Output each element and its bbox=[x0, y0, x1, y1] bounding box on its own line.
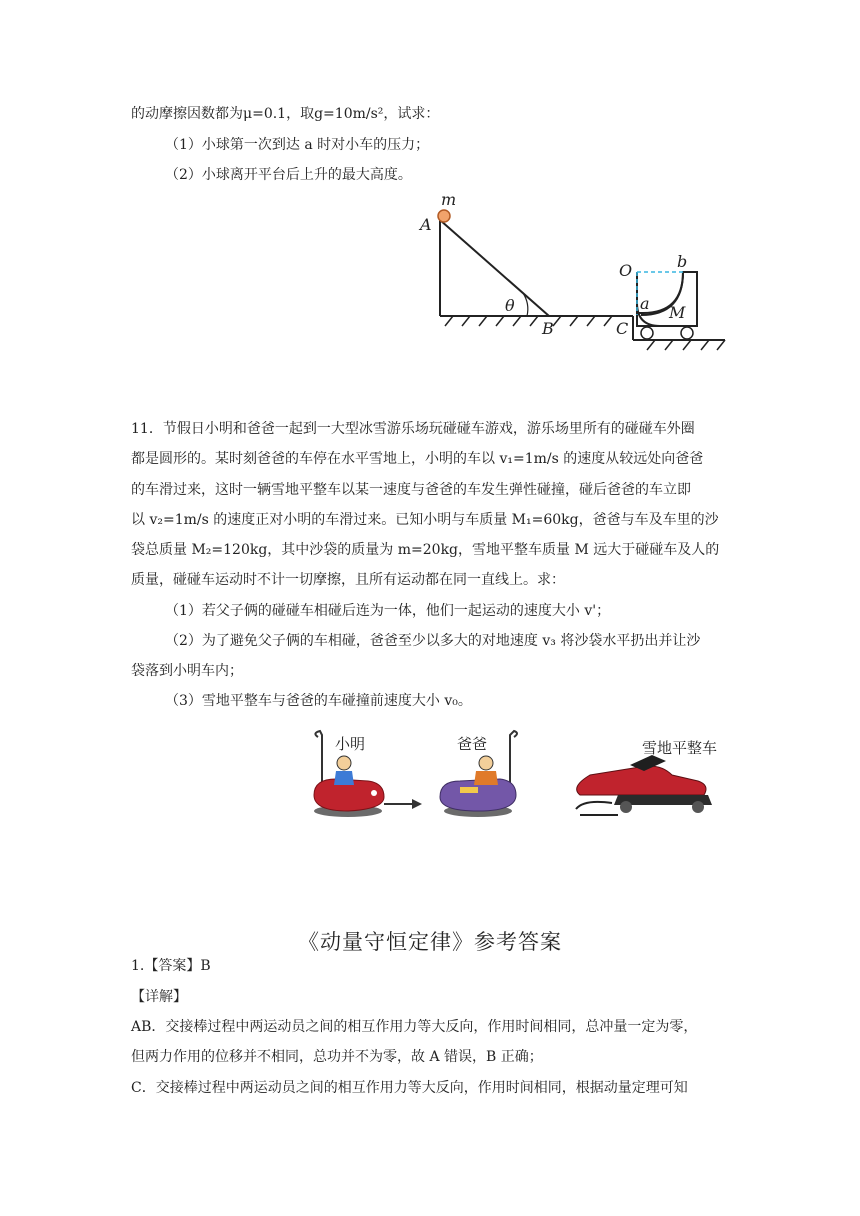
snowmobile bbox=[576, 755, 712, 815]
problem11-line-4: 以 v₂=1m/s 的速度正对小明的车滑过来。已知小明与车质量 M₁=60kg，爸爸与车及车里的沙 bbox=[131, 512, 719, 528]
detail-line-1: AB．交接棒过程中两运动员之间的相互作用力等大反向，作用时间相同，总冲量一定为零， bbox=[131, 1019, 698, 1035]
label-C: C bbox=[616, 319, 629, 338]
problem10-q2: （2）小球离开平台后上升的最大高度。 bbox=[165, 167, 412, 183]
label-b: b bbox=[677, 252, 688, 271]
label-O: O bbox=[619, 261, 633, 280]
problem11-line-2: 都是圆形的。某时刻爸爸的车停在水平雪地上，小明的车以 v₁=1m/s 的速度从较远处向爸爸 bbox=[131, 451, 704, 467]
label-A: A bbox=[420, 215, 432, 234]
label-m: m bbox=[441, 190, 457, 209]
problem11-line-1: 11．节假日小明和爸爸一起到一大型冰雪游乐场玩碰碰车游戏，游乐场里所有的碰碰车外圈 bbox=[131, 421, 695, 437]
label-M: M bbox=[669, 303, 686, 322]
bumper-cars-figure bbox=[300, 725, 740, 825]
label-baba: 爸爸 bbox=[457, 735, 488, 753]
problem10-q1: （1）小球第一次到达 a 时对小车的压力； bbox=[165, 137, 430, 153]
problem11-q2a: （2）为了避免父子俩的车相碰，爸爸至少以多大的对地速度 v₃ 将沙袋水平扔出并让沙 bbox=[165, 633, 701, 649]
ball bbox=[438, 210, 450, 222]
problem11-q2b: 袋落到小明车内； bbox=[131, 663, 243, 679]
answers-heading: 《动量守恒定律》参考答案 bbox=[298, 930, 562, 954]
problem10-intro: 的动摩擦因数都为μ=0.1，取g=10m/s²，试求： bbox=[131, 106, 440, 122]
problem11-q1: （1）若父子俩的碰碰车相碰后连为一体，他们一起运动的速度大小 v'； bbox=[165, 603, 611, 619]
problem11-line-3: 的车滑过来，这时一辆雪地平整车以某一速度与爸爸的车发生弹性碰撞，碰后爸爸的车立即 bbox=[131, 482, 691, 498]
label-snowcat: 雪地平整车 bbox=[642, 739, 718, 757]
incline-cart-diagram bbox=[415, 190, 735, 355]
detail-line-2: 但两力作用的位移并不相同，总功并不为零，故 A 错误，B 正确； bbox=[131, 1049, 543, 1065]
label-xiaoming: 小明 bbox=[335, 735, 366, 753]
problem11-q3: （3）雪地平整车与爸爸的车碰撞前速度大小 v₀。 bbox=[165, 693, 472, 709]
answer-1: 1.【答案】B bbox=[131, 958, 211, 974]
detail-line-3: C．交接棒过程中两运动员之间的相互作用力等大反向，作用时间相同，根据动量定理可知 bbox=[131, 1080, 688, 1096]
problem11-line-6: 质量，碰碰车运动时不计一切摩擦，且所有运动都在同一直线上。求： bbox=[131, 572, 565, 588]
label-theta: θ bbox=[505, 296, 515, 315]
detail-label: 【详解】 bbox=[131, 989, 187, 1005]
problem11-line-5: 袋总质量 M₂=120kg，其中沙袋的质量为 m=20kg，雪地平整车质量 M 远大于碰碰车及人的 bbox=[131, 542, 720, 558]
label-B: B bbox=[542, 319, 554, 338]
label-a: a bbox=[640, 294, 650, 313]
